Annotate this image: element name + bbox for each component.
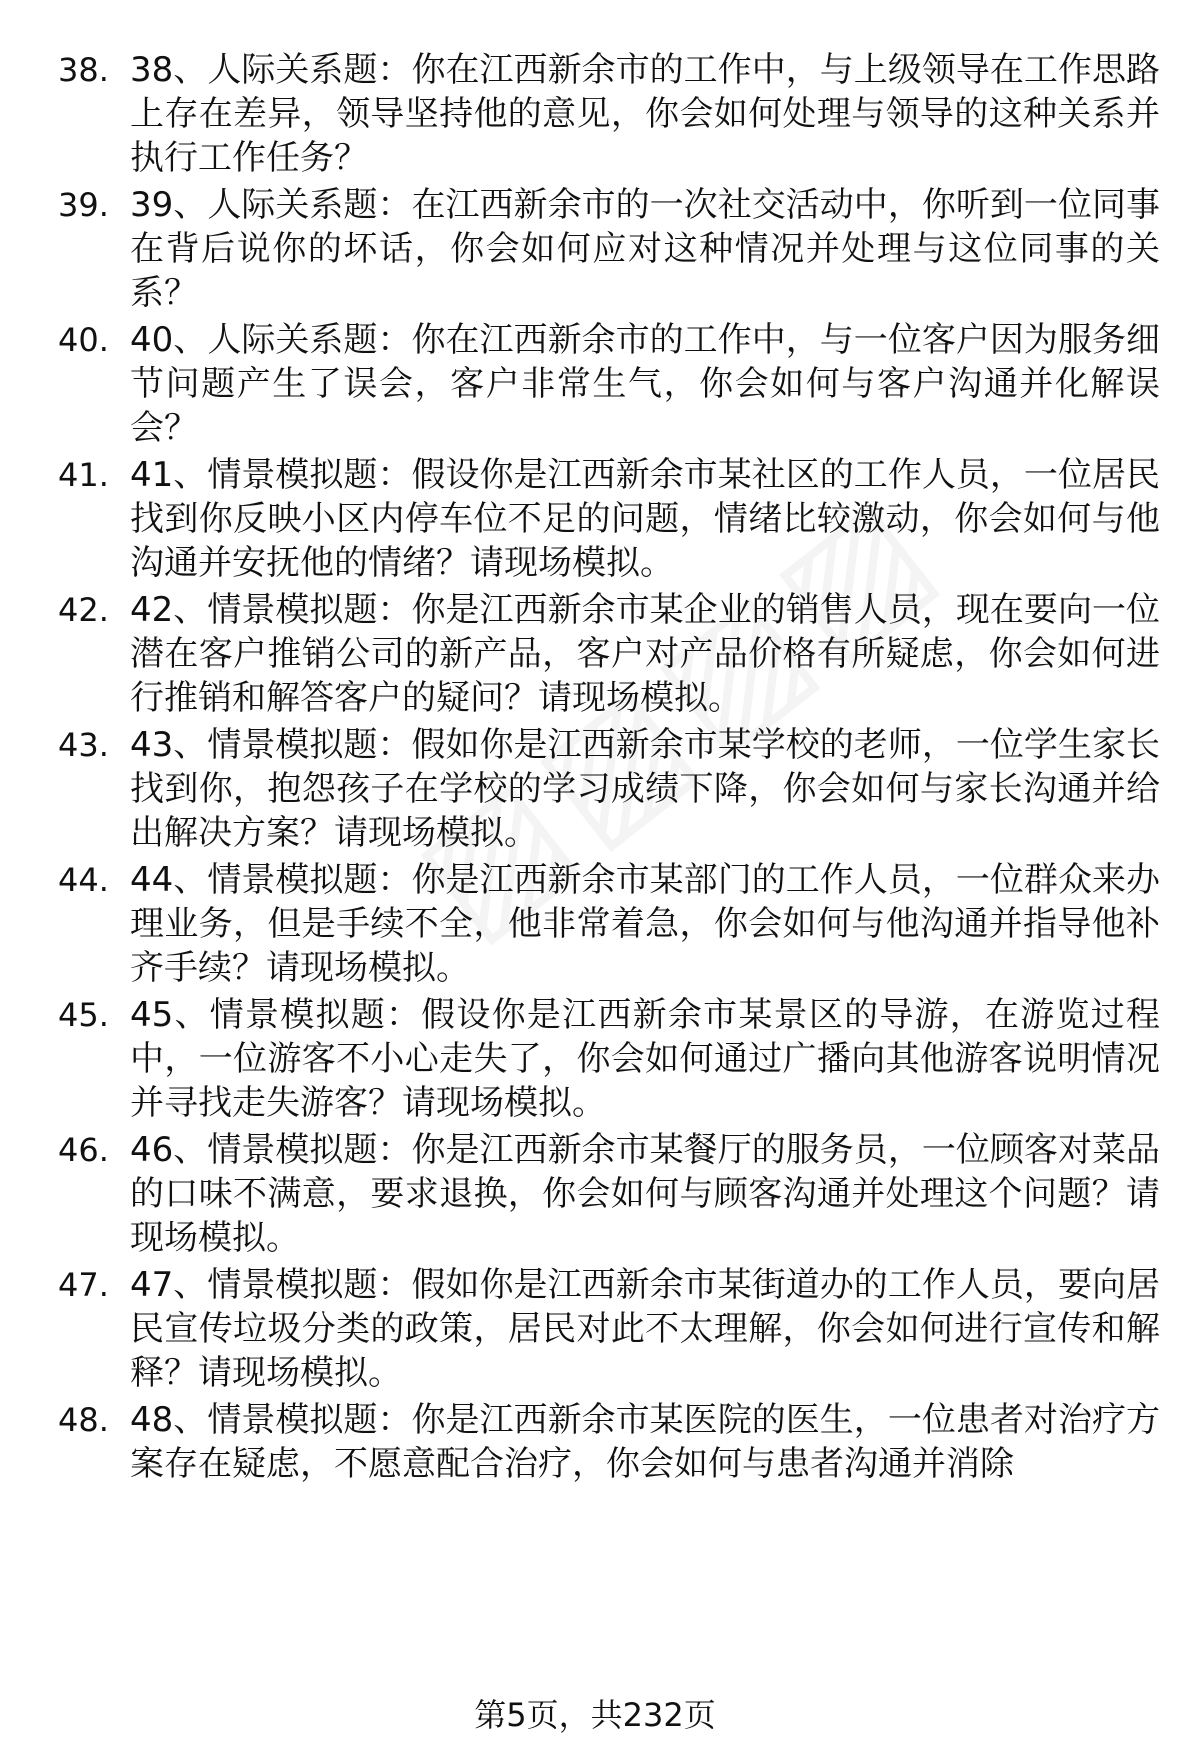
item-number: 39. [58, 186, 109, 224]
item-text: 41、情景模拟题：假设你是江西新余市某社区的工作人员，一位居民找到你反映小区内停车位不足的问题，情绪比较激动，你会如何与他沟通并安抚他的情绪？请现场模拟。 [130, 455, 1160, 583]
item-text: 39、人际关系题：在江西新余市的一次社交活动中，你听到一位同事在背后说你的坏话，你会如何应对这种情况并处理与这位同事的关系？ [130, 185, 1160, 313]
item-text: 42、情景模拟题：你是江西新余市某企业的销售人员，现在要向一位潜在客户推销公司的新产品，客户对产品价格有所疑虑，你会如何进行推销和解答客户的疑问？请现场模拟。 [130, 590, 1160, 718]
item-text: 46、情景模拟题：你是江西新余市某餐厅的服务员，一位顾客对菜品的口味不满意，要求退换，你会如何与顾客沟通并处理这个问题？请现场模拟。 [130, 1130, 1160, 1258]
item-number: 40. [58, 321, 109, 359]
item-number: 48. [58, 1401, 109, 1439]
item-number: 46. [58, 1131, 109, 1169]
item-text: 44、情景模拟题：你是江西新余市某部门的工作人员，一位群众来办理业务，但是手续不全，他非常着急，你会如何与他沟通并指导他补齐手续？请现场模拟。 [130, 860, 1160, 988]
item-number: 41. [58, 456, 109, 494]
item-number: 45. [58, 996, 109, 1034]
item-number: 38. [58, 51, 109, 89]
item-text: 47、情景模拟题：假如你是江西新余市某街道办的工作人员，要向居民宣传垃圾分类的政策，居民对此不太理解，你会如何进行宣传和解释？请现场模拟。 [130, 1265, 1160, 1393]
item-number: 43. [58, 726, 109, 764]
page-number: 第5页，共232页 [474, 1696, 716, 1734]
item-number: 44. [58, 861, 109, 899]
item-text: 40、人际关系题：你在江西新余市的工作中，与一位客户因为服务细节问题产生了误会，客户非常生气，你会如何与客户沟通并化解误会？ [130, 320, 1160, 448]
item-number: 47. [58, 1266, 109, 1304]
item-text: 38、人际关系题：你在江西新余市的工作中，与上级领导在工作思路上存在差异，领导坚持他的意见，你会如何处理与领导的这种关系并执行工作任务？ [130, 50, 1160, 178]
item-text: 43、情景模拟题：假如你是江西新余市某学校的老师，一位学生家长找到你，抱怨孩子在学校的学习成绩下降，你会如何与家长沟通并给出解决方案？请现场模拟。 [130, 725, 1160, 853]
item-text: 45、情景模拟题：假设你是江西新余市某景区的导游，在游览过程中，一位游客不小心走失了，你会如何通过广播向其他游客说明情况并寻找走失游客？请现场模拟。 [130, 995, 1160, 1123]
item-number: 42. [58, 591, 109, 629]
item-text: 48、情景模拟题：你是江西新余市某医院的医生，一位患者对治疗方案存在疑虑，不愿意配合治疗，你会如何与患者沟通并消除 [130, 1400, 1160, 1484]
